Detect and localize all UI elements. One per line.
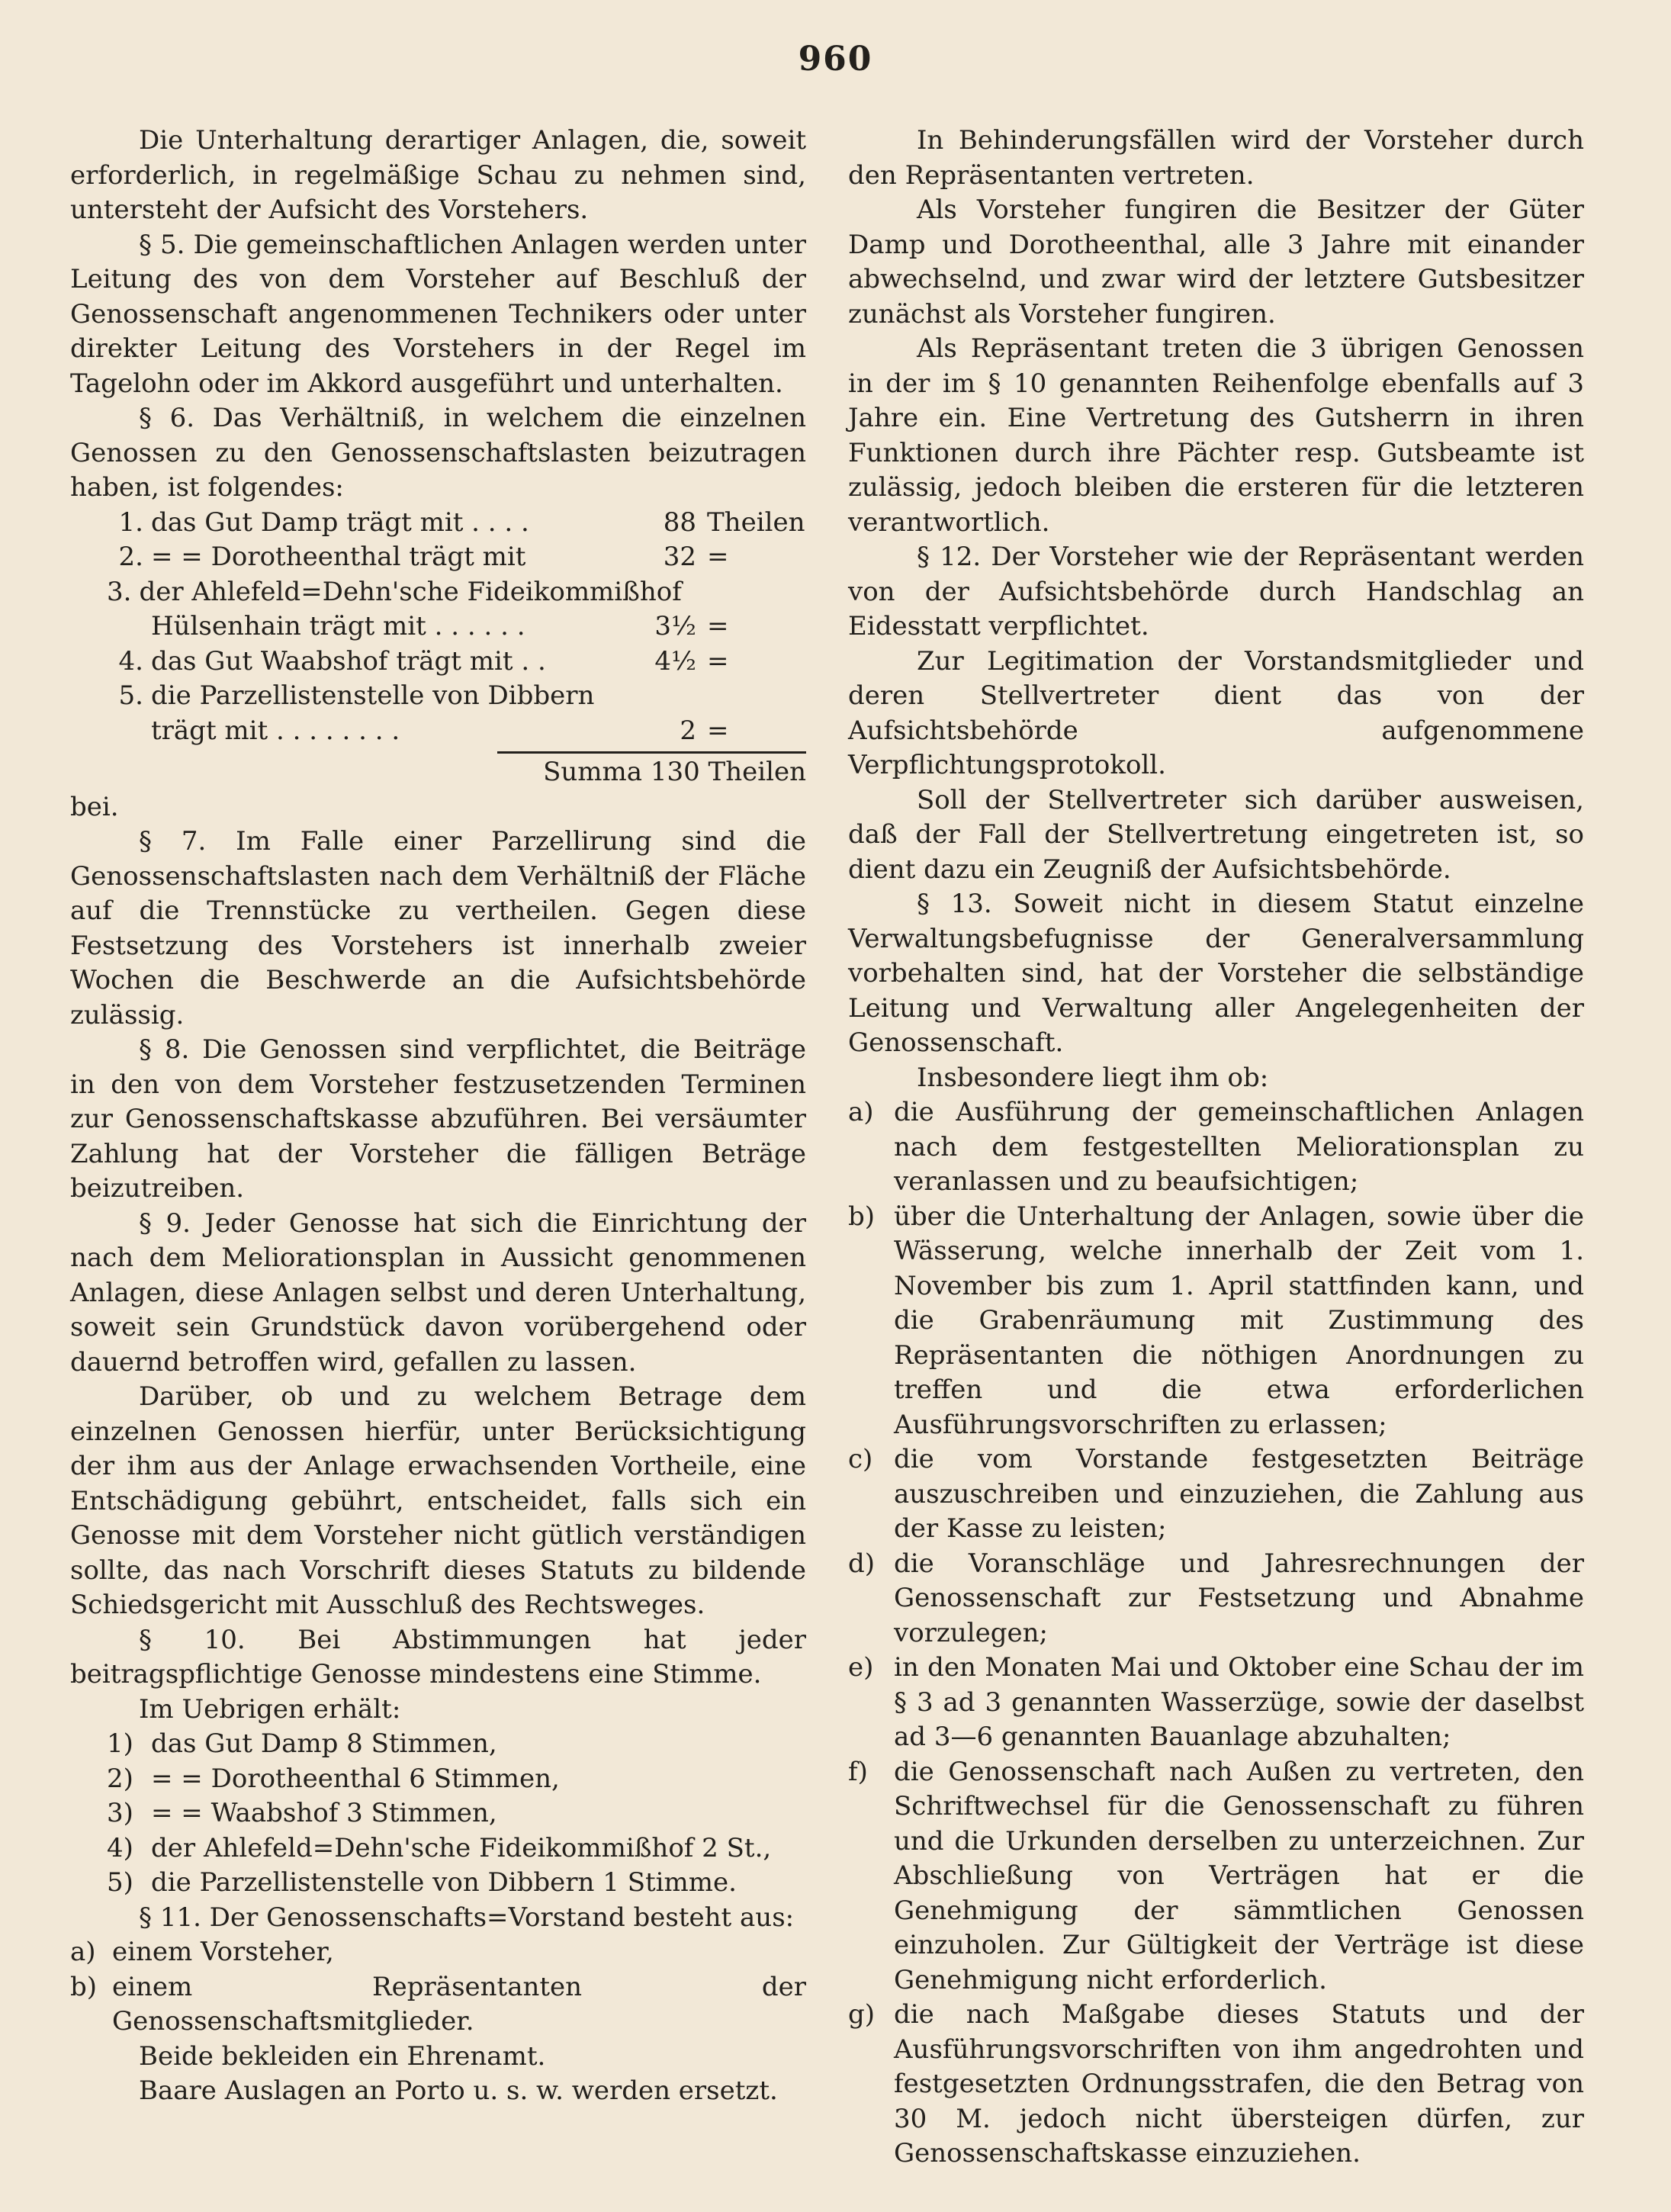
contribution-shares-list [70,506,806,749]
right-column [848,124,1584,2172]
section-10-intro: Im Uebrigen erhält: [139,1693,401,1725]
share-row: 4. das Gut Waabshof trägt mit . . 4½ = [118,645,729,677]
vote-item: 4) der Ahlefeld=Dehn'sche Fideikommißhof 2 St., [107,1832,772,1863]
bei-text: bei. [70,791,119,822]
section-11-chairman: Als Vorsteher fungiren die Besitzer der Güter Damp und Dorotheenthal, alle 3 Jahre mit einander abwechselnd, und zwar wird der letztere Gutsbesitzer zunächst als Vorsteher fungiren. [848,195,1584,330]
left-column [70,124,806,2109]
duties-list [848,1095,1584,2172]
section-5: § 5. Die gemeinschaftlichen Anlagen werden unter Leitung des von dem Vorsteher auf Beschluß der Genossenschaft angenommenen Technikers oder unter direkter Leitung des Vorstehers in der Regel im Tagelohn oder im Akkord ausgeführt und unterhalten. [70,229,806,399]
section-10: § 10. Bei Abstimmungen hat jeder beitragspflichtige Genosse mindestens eine Stimme. [70,1624,806,1690]
duty-item: d) die Voranschläge und Jahresrechnungen der Genossenschaft zur Festsetzung und Abnahme vorzulegen; [848,1548,1584,1648]
section-12: § 12. Der Vorsteher wie der Repräsentant werden von der Aufsichtsbehörde durch Handschlag an Eidesstatt verpflichtet. [848,542,1584,641]
section-11-honorary: Beide bekleiden ein Ehrenamt. [139,2040,546,2072]
section-11-representative: Als Repräsentant treten die 3 übrigen Genossen in der im § 10 genannten Reihenfolge ebenfalls auf 3 Jahre ein. Eine Vertretung des Gutsherrn in ihren Funktionen durch ihre Pächter resp. Gutsbeamte ist zulässig, jedoch bleiben die ersteren für die letzteren verantwortlich. [848,333,1584,538]
section-11-substitution: In Behinderungsfällen wird der Vorsteher durch den Repräsentanten vertreten. [848,125,1584,191]
board-member-item: a) einem Vorsteher, [70,1937,334,1967]
sum-total: Summa 130 Theilen [543,757,806,787]
share-row: 2. = = Dorotheenthal trägt mit 32 = [118,542,729,572]
share-row: 5. die Parzellistenstelle von Dibbern [118,680,595,711]
vote-item: 5) die Parzellistenstelle von Dibbern 1 Stimme. [107,1867,737,1898]
share-row: trägt mit . . . . . . . . 2 = [151,715,729,746]
share-row: 3. der Ahlefeld=Dehn'sche Fideikommißhof [107,576,682,607]
duty-item: c) die vom Vorstande festgesetzten Beiträge auszuschreiben und einzuziehen, die Zahlung aus der Kasse zu leisten; [848,1444,1584,1544]
section-9-continuation: Darüber, ob und zu welchem Betrage dem einzelnen Genossen hierfür, unter Berücksichtigung der ihm aus der Anlage erwachsenden Vortheile, eine Entschädigung gebührt, entscheidet, falls sich ein Genosse mit dem Vorsteher nicht gütlich verständigen sollte, das nach Vorschrift dieses Statuts zu bildende Schiedsgericht mit Ausschluß des Rechtsweges. [70,1381,806,1620]
votes-list [70,1727,806,1901]
section-8: § 8. Die Genossen sind verpflichtet, die Beiträge in den von dem Vorsteher festzusetzenden Terminen zur Genossenschaftskasse abzuführen. Bei versäumter Zahlung hat der Vorsteher die fälligen Beträge beizutreiben. [70,1034,806,1204]
page-number: 960 [798,40,873,79]
section-9: § 9. Jeder Genosse hat sich die Einrichtung der nach dem Meliorationsplan in Aussicht genommenen Anlagen, diese Anlagen selbst und deren Unterhaltung, soweit sein Grundstück davon vorübergehend oder dauernd betroffen wird, gefallen zu lassen. [70,1207,806,1378]
section-13-intro: Insbesondere liegt ihm ob: [917,1062,1269,1093]
section-11-expenses: Baare Auslagen an Porto u. s. w. werden ersetzt. [139,2075,778,2106]
duty-item: b) über die Unterhaltung der Anlagen, sowie über die Wässerung, welche innerhalb der Zeit vom 1. November bis zum 1. April stattfinden kann, und die Grabenräumung mit Zustimmung des Repräsentanten die nöthigen Anordnungen zu treffen und die etwa erforderlichen Ausführungsvorschriften zu erlassen; [848,1201,1584,1440]
board-members-list [70,1935,806,2040]
duty-item: a) die Ausführung der gemeinschaftlichen Anlagen nach dem festgestellten Meliorationsplan zu veranlassen und zu beaufsichtigen; [848,1097,1584,1197]
duty-item: g) die nach Maßgabe dieses Statuts und der Ausführungsvorschriften von ihm angedrohten und festgesetzten Ordnungsstrafen, die den Betrag von 30 M. jedoch nicht übersteigen dürfen, zur Genossenschaftskasse einzuziehen. [848,1999,1584,2169]
duty-item: f) die Genossenschaft nach Außen zu vertreten, den Schriftwechsel für die Genossenschaft zu führen und die Urkunden derselben zu unterzeichnen. Zur Abschließung von Verträgen hat er die Genehmigung der sämmtlichen Genossen einzuholen. Zur Gültigkeit der Verträge ist diese Genehmigung nicht erforderlich. [848,1756,1584,1995]
section-13: § 13. Soweit nicht in diesem Statut einzelne Verwaltungsbefugnisse der Generalversammlung vorbehalten sind, hat der Vorsteher die selbständige Leitung und Verwaltung aller Angelegenheiten der Genossenschaft. [848,889,1584,1058]
section-11: § 11. Der Genossenschafts=Vorstand besteht aus: [139,1902,795,1933]
share-row: Hülsenhain trägt mit . . . . . . 3½ = [151,611,729,641]
sum-rule [497,751,806,754]
section-6: § 6. Das Verhältniß, in welchem die einzelnen Genossen zu den Genossenschaftslasten beizutragen haben, ist folgendes: [70,403,806,503]
vote-item: 1) das Gut Damp 8 Stimmen, [107,1728,497,1759]
duty-item: e) in den Monaten Mai und Oktober eine Schau der im § 3 ad 3 genannten Wasserzüge, sowie der daselbst ad 3—6 genannten Bauanlage abzuhalten; [848,1652,1584,1752]
board-member-item: b) einem Repräsentanten der Genossenschaftsmitglieder. [70,1971,806,2037]
paragraph-4-continuation: Die Unterhaltung derartiger Anlagen, die, soweit erforderlich, in regelmäßige Schau zu nehmen sind, untersteht der Aufsicht des Vorstehers. [70,125,806,225]
share-row: 1. das Gut Damp trägt mit . . . . 88 Theilen [118,506,805,538]
vote-item: 3) = = Waabshof 3 Stimmen, [107,1798,497,1828]
section-12-deputy: Soll der Stellvertreter sich darüber ausweisen, daß der Fall der Stellvertretung eingetreten ist, so dient dazu ein Zeugniß der Aufsichtsbehörde. [848,784,1584,885]
vote-item: 2) = = Dorotheenthal 6 Stimmen, [107,1763,560,1794]
section-7: § 7. Im Falle einer Parzellirung sind die Genossenschaftslasten nach dem Verhältniß der Fläche auf die Trennstücke zu vertheilen. Gegen diese Festsetzung des Vorstehers ist innerhalb zweier Wochen die Beschwerde an die Aufsichtsbehörde zulässig. [70,826,806,1030]
section-12-legitimation: Zur Legitimation der Vorstandsmitglieder und deren Stellvertreter dient das von der Aufsichtsbehörde aufgenommene Verpflichtungsprotokoll. [848,645,1584,780]
